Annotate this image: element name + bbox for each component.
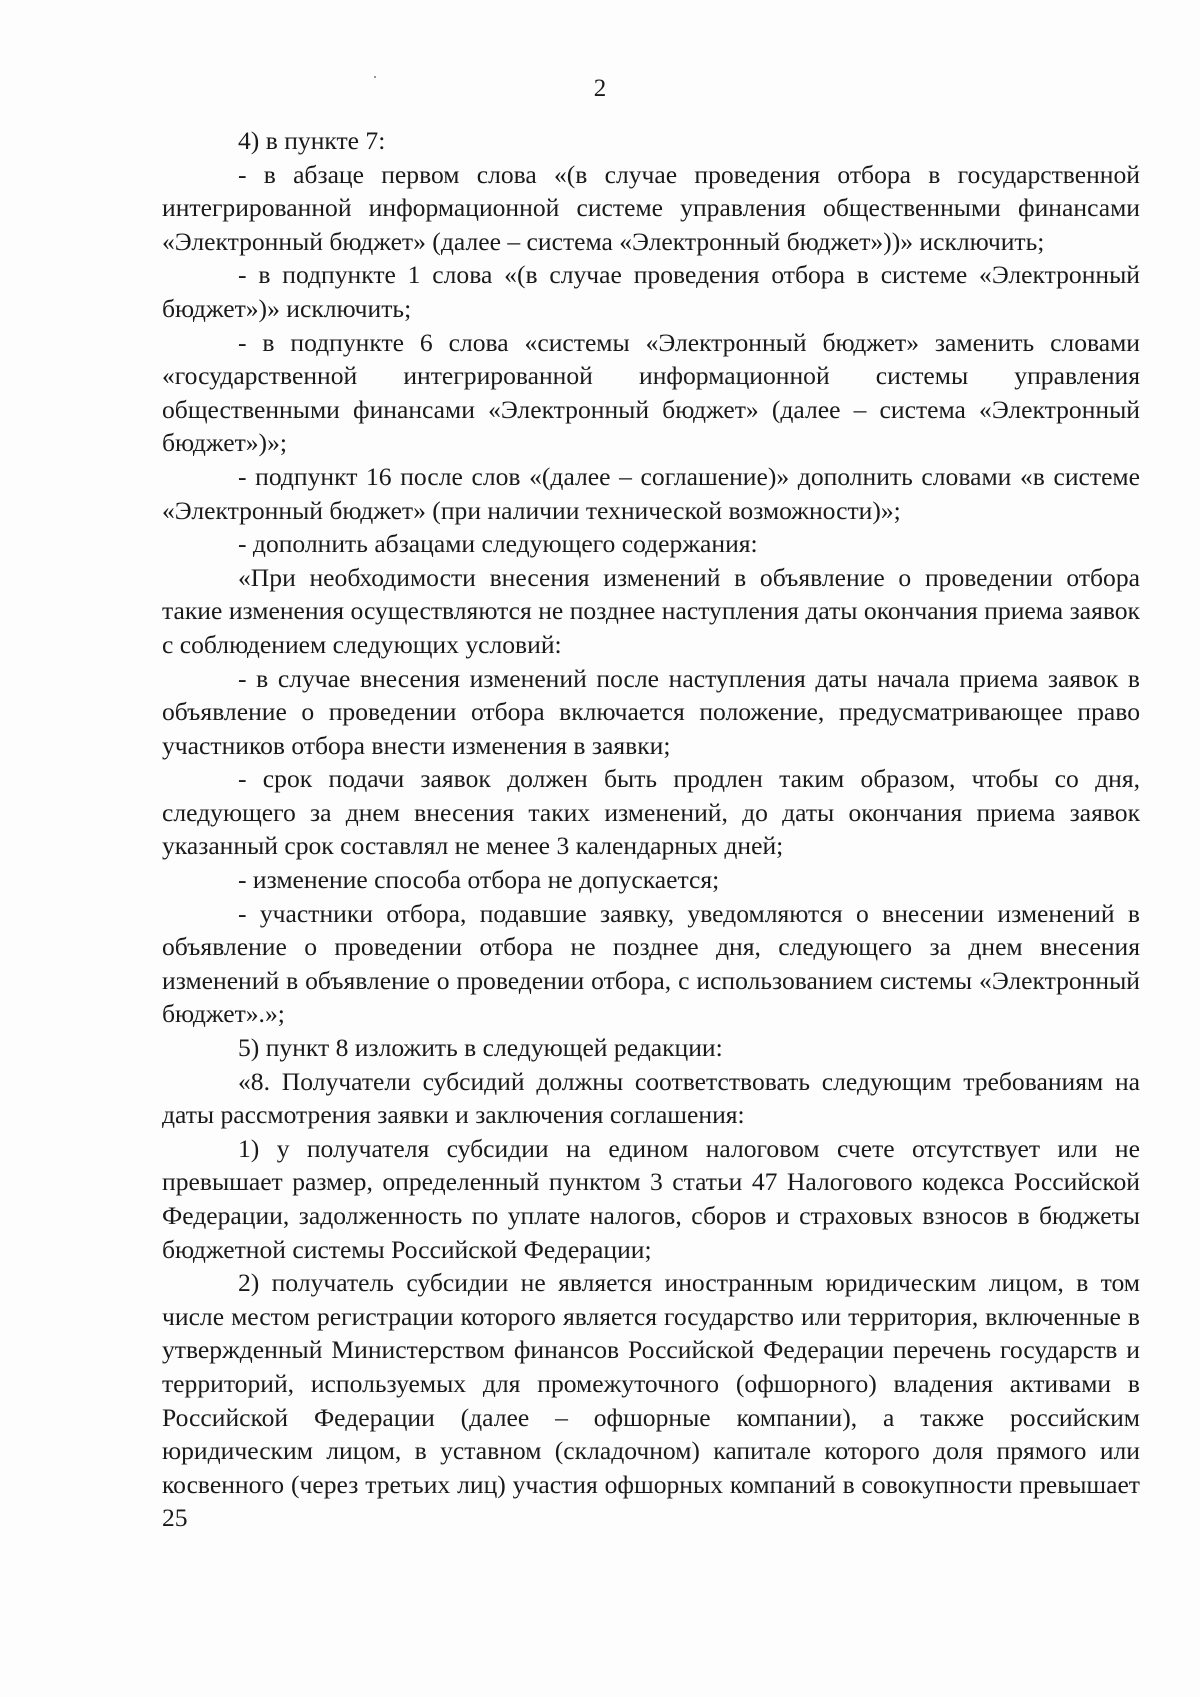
page-number: 2 — [593, 75, 607, 102]
paragraph-requirement-1: 1) у получателя субсидии на едином налоговом счете отсутствует или не превышает размер, определенный пунктом 3 статьи 47 Налогового кодекса Российской Федерации, задолженность по уплате налогов, сборов и страховых взносов в бюджеты бюджетной системы Российской Федерации; — [162, 1133, 1140, 1264]
paragraph-first-abzac: - в абзаце первом слова «(в случае проведения отбора в государственной интегрированной информационной системе управления общественными финансами «Электронный бюджет» (далее – система «Электронный бюджет»))» исключить; — [162, 159, 1140, 256]
paragraph-add-abzacs: - дополнить абзацами следующего содержания: — [238, 529, 758, 559]
paragraph-condition-4: - участники отбора, подавшие заявку, уведомляются о внесении изменений в объявление о проведении отбора не позднее дня, следующего за днем внесения изменений в объявление о проведении отбора, с использованием системы «Электронный бюджет».»; — [162, 898, 1140, 1029]
paragraph-item-4: 4) в пункте 7: — [238, 126, 386, 155]
paragraph-condition-2: - срок подачи заявок должен быть продлен таким образом, чтобы со дня, следующего за днем внесения таких изменений, до даты окончания приема заявок указанный срок составлял не менее 3 календарных дней; — [162, 764, 1140, 861]
paragraph-changes-intro: «При необходимости внесения изменений в объявление о проведении отбора такие изменения осуществляются не позднее наступления даты окончания приема заявок с соблюдением следующих условий: — [162, 562, 1140, 659]
document-body — [162, 124, 1140, 1535]
paragraph-item-5: 5) пункт 8 изложить в следующей редакции: — [238, 1033, 723, 1063]
paragraph-point-8: «8. Получатели субсидий должны соответствовать следующим требованиям на даты рассмотрения заявки и заключения соглашения: — [162, 1066, 1140, 1130]
paragraph-requirement-2: 2) получатель субсидии не является иностранным юридическим лицом, в том числе местом регистрации которого является государство или территория, включенные в утвержденный Министерством финансов Российской Федерации перечень государств и территорий, используемых для промежуточного (офшорного) владения активами в Российской Федерации (далее – офшорные компании), а также российским юридическим лицом, в уставном (складочном) капитале которого доля прямого или косвенного (через третьих лиц) участия офшорных компаний в совокупности превышает 25 — [162, 1268, 1140, 1533]
paragraph-subitem-1: - в подпункте 1 слова «(в случае проведения отбора в системе «Электронный бюджет»)» исключить; — [162, 260, 1140, 323]
paragraph-condition-3: - изменение способа отбора не допускается; — [238, 865, 720, 895]
paragraph-condition-1: - в случае внесения изменений после наступления даты начала приема заявок в объявление о проведении отбора включается положение, предусматривающее право участников отбора внести изменения в заявки; — [162, 663, 1140, 760]
paragraph-subitem-6: - в подпункте 6 слова «системы «Электронный бюджет» заменить словами «государственной интегрированной информационной системы управления общественными финансами «Электронный бюджет» (далее – система «Электронный бюджет»)»; — [162, 327, 1140, 458]
paragraph-subitem-16: - подпункт 16 после слов «(далее – соглашение)» дополнить словами «в системе «Электронный бюджет» (при наличии технической возможности)»; — [162, 461, 1140, 525]
